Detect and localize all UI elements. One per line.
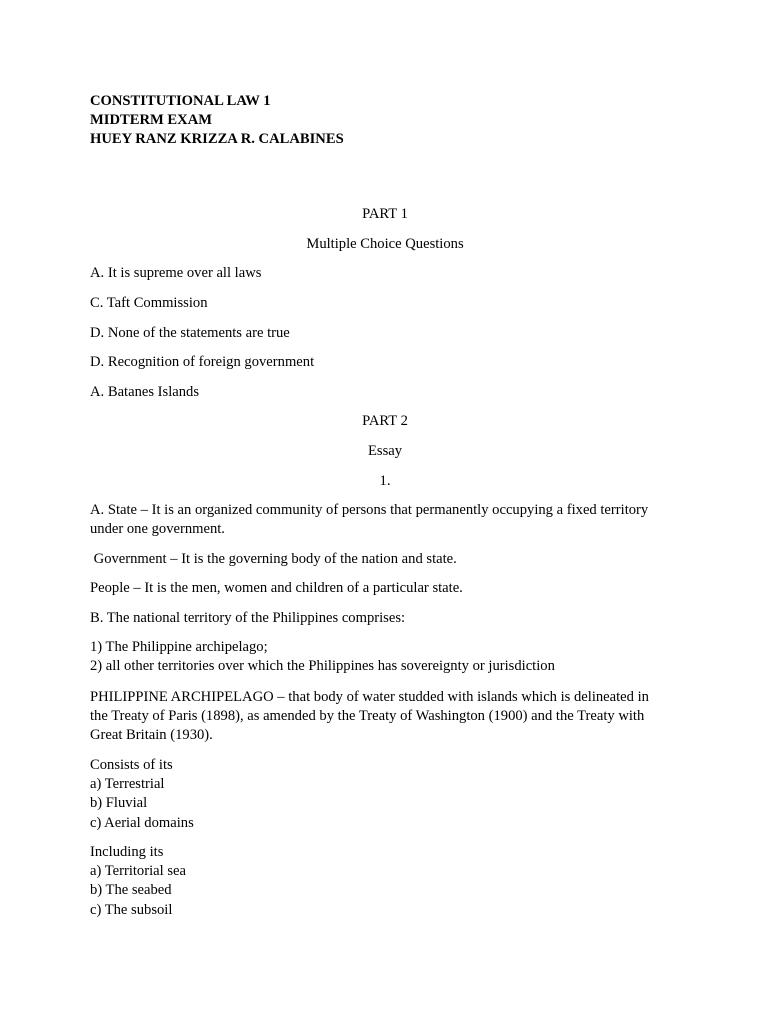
- archipelago-line: the Treaty of Paris (1898), as amended by the Treaty of Washington (1900) and the Treaty with: [90, 708, 645, 725]
- consists-list: [90, 756, 680, 833]
- archipelago-line: Great Britain (1930).: [90, 727, 213, 744]
- document-header: [90, 92, 344, 150]
- mcq-answer-3: D. None of the statements are true: [90, 325, 290, 341]
- mcq-answer-2: C. Taft Commission: [90, 295, 208, 311]
- including-item: c) The subsoil: [90, 901, 173, 918]
- state-definition: [90, 501, 680, 539]
- part1-subheading: Multiple Choice Questions: [306, 236, 464, 252]
- state-line-2: under one government.: [90, 521, 225, 538]
- including-list: [90, 843, 680, 920]
- including-item: a) Territorial sea: [90, 863, 186, 880]
- mcq-answer-4: D. Recognition of foreign government: [90, 354, 315, 370]
- territory-item: 1) The Philippine archipelago;: [90, 639, 268, 655]
- exam-title: MIDTERM EXAM: [90, 112, 213, 129]
- including-item: b) The seabed: [90, 882, 172, 899]
- consists-item: a) Terrestrial: [90, 776, 165, 793]
- government-definition: Government – It is the governing body of the nation and state.: [90, 551, 457, 567]
- consists-item: b) Fluvial: [90, 795, 148, 812]
- archipelago-line: PHILIPPINE ARCHIPELAGO – that body of water studded with islands which is delineated in: [90, 689, 649, 705]
- territory-list: [90, 638, 680, 676]
- territory-intro: B. The national territory of the Philippines comprises:: [90, 610, 406, 626]
- consists-heading: Consists of its: [90, 757, 173, 773]
- student-name: HUEY RANZ KRIZZA R. CALABINES: [90, 131, 344, 148]
- including-heading: Including its: [90, 844, 164, 860]
- territory-item: 2) all other territories over which the Philippines has sovereignty or jurisdiction: [90, 658, 555, 675]
- people-definition: People – It is the men, women and children of a particular state.: [90, 580, 463, 596]
- essay-number: 1.: [379, 473, 391, 489]
- part2-subheading: Essay: [367, 443, 403, 459]
- state-line-1: A. State – It is an organized community of persons that permanently occupying a fixed territory: [90, 502, 649, 518]
- part2-heading: PART 2: [362, 413, 408, 429]
- mcq-answer-1: A. It is supreme over all laws: [90, 265, 262, 281]
- consists-item: c) Aerial domains: [90, 814, 194, 831]
- archipelago-definition: [90, 688, 680, 746]
- part1-heading: PART 1: [362, 206, 408, 222]
- course-title: CONSTITUTIONAL LAW 1: [90, 93, 271, 109]
- mcq-answer-5: A. Batanes Islands: [90, 384, 200, 400]
